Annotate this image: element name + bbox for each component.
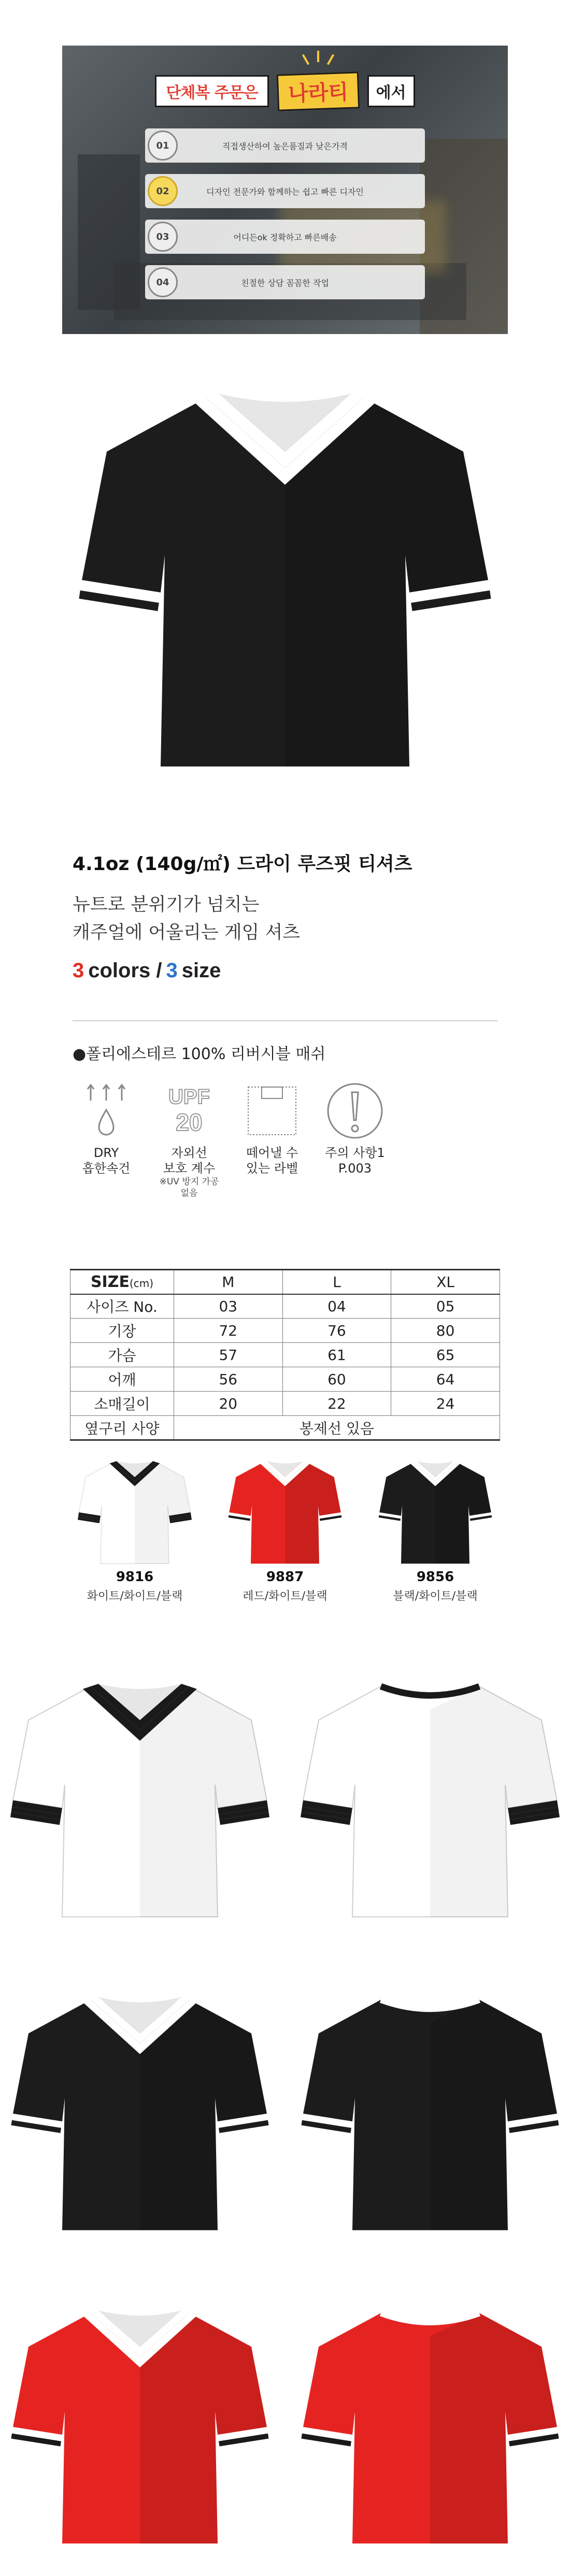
banner-title-suffix: 에서 [367,75,415,107]
feature-label: 자외선 [171,1146,207,1160]
feature-upf [155,1080,223,1199]
swatch-code: 9816 [116,1569,154,1585]
sparkle-icon [302,54,309,65]
promo-banner [62,46,508,334]
banner-feature-number: 03 [148,222,178,252]
table-row [70,1392,500,1416]
table-cell: 60 [282,1367,391,1392]
swatch-shirt-image[interactable] [228,1455,342,1567]
row-label: 사이즈 No. [70,1294,174,1319]
feature-label: 보호 계수 [163,1161,216,1176]
tear-away-label-icon [241,1080,303,1142]
row-label: 가슴 [70,1343,174,1367]
row-label: 기장 [70,1319,174,1343]
colors-size-summary [73,959,221,982]
black-shirt-back-image [301,1984,560,2237]
swatch-shirt-image[interactable] [378,1455,492,1567]
size-column-header: L [282,1270,391,1294]
banner-feature-text: 디자인 전문가와 함께하는 쉽고 빠른 디자인 [206,186,364,197]
red-shirt-back-image [301,2297,560,2551]
table-row [70,1367,500,1392]
size-table [70,1269,500,1441]
banner-feature-text: 친절한 상담 꼼꼼한 작업 [241,278,329,288]
banner-feature-item [145,174,425,208]
banner-feature-number: 02 [148,176,178,206]
size-table-header-row [70,1270,500,1294]
banner-title [62,70,508,112]
black-shirt-front-image [10,1984,269,2237]
table-row [70,1416,500,1440]
table-cell: 56 [174,1367,283,1392]
table-row [70,1343,500,1367]
table-cell: 65 [391,1343,500,1367]
swatch-name: 화이트/화이트/블랙 [87,1590,183,1603]
row-label: 어깨 [70,1367,174,1392]
product-title: 4.1oz (140g/㎡) 드라이 루즈핏 티셔츠 [73,853,412,875]
upf-value: 20 [176,1109,203,1136]
table-cell: 봉제선 있음 [174,1416,500,1440]
table-cell: 80 [391,1319,500,1343]
table-cell: 22 [282,1392,391,1416]
red-shirt-front-image [10,2297,269,2551]
size-header-cell [70,1270,174,1294]
table-cell: 61 [282,1343,391,1367]
size-header-unit: (cm) [129,1277,154,1290]
white-shirt-front-image [10,1670,269,1924]
product-description-line: 캐주얼에 어울리는 게임 셔츠 [73,922,301,943]
swatch-code: 9887 [266,1569,304,1585]
material-info: ●폴리에스테르 100% 리버시블 매쉬 [73,1045,326,1063]
swatch-name: 레드/화이트/블랙 [243,1590,327,1603]
white-shirt-back-image [301,1670,560,1924]
banner-title-brand: 나라티 [277,71,360,111]
feature-label: 떼어낼 수 [246,1146,298,1160]
product-description [73,891,300,947]
banner-title-prefix: 단체복 주문은 [155,75,268,107]
table-cell: 64 [391,1367,500,1392]
table-cell: 05 [391,1294,500,1319]
banner-feature-item [145,220,425,254]
feature-label: DRY [93,1146,119,1160]
table-cell: 24 [391,1392,500,1416]
row-label: 소매길이 [70,1392,174,1416]
divider [73,1020,497,1021]
banner-feature-text: 직접생산하여 높은품질과 낮은가격 [222,141,348,151]
table-row [70,1319,500,1343]
caution-icon [324,1080,386,1142]
row-label: 옆구리 사양 [70,1416,174,1440]
main-product-shirt-image [78,373,492,777]
feature-caution [321,1080,389,1176]
banner-feature-number: 01 [148,131,178,161]
colors-count: 3 [73,959,84,982]
feature-tear-away-label [238,1080,306,1176]
size-count: 3 [166,959,178,982]
banner-feature-item [145,128,425,163]
dry-icon [75,1080,137,1142]
size-header-label: SIZE [90,1272,130,1291]
sparkle-icon [317,51,319,62]
table-cell: 20 [174,1392,283,1416]
banner-feature-text: 어디든ok 정확하고 빠른배송 [233,232,337,242]
banner-feature-number: 04 [148,267,178,297]
swatch-code: 9856 [416,1569,454,1585]
table-cell: 03 [174,1294,283,1319]
table-cell: 57 [174,1343,283,1367]
size-column-header: XL [391,1270,500,1294]
feature-dry [73,1080,140,1176]
swatch-name: 블랙/화이트/블랙 [393,1590,478,1603]
sparkle-icon [327,54,334,65]
feature-label: P.003 [338,1161,372,1176]
feature-label: 흡한속건 [82,1161,131,1176]
table-cell: 72 [174,1319,283,1343]
feature-label: 있는 라벨 [246,1161,298,1176]
feature-label: 주의 사항1 [325,1146,385,1160]
upf-icon [158,1080,220,1142]
product-description-line: 뉴트로 분위기가 넘치는 [73,894,260,915]
size-label: size [181,959,221,982]
colors-label: colors / [88,959,162,982]
size-column-header: M [174,1270,283,1294]
table-row [70,1294,500,1319]
banner-feature-item [145,265,425,299]
swatch-shirt-image[interactable] [78,1455,192,1567]
upf-text: UPF [168,1086,210,1108]
table-cell: 76 [282,1319,391,1343]
table-cell: 04 [282,1294,391,1319]
feature-note: ※UV 방지 가공 없음 [159,1177,219,1198]
